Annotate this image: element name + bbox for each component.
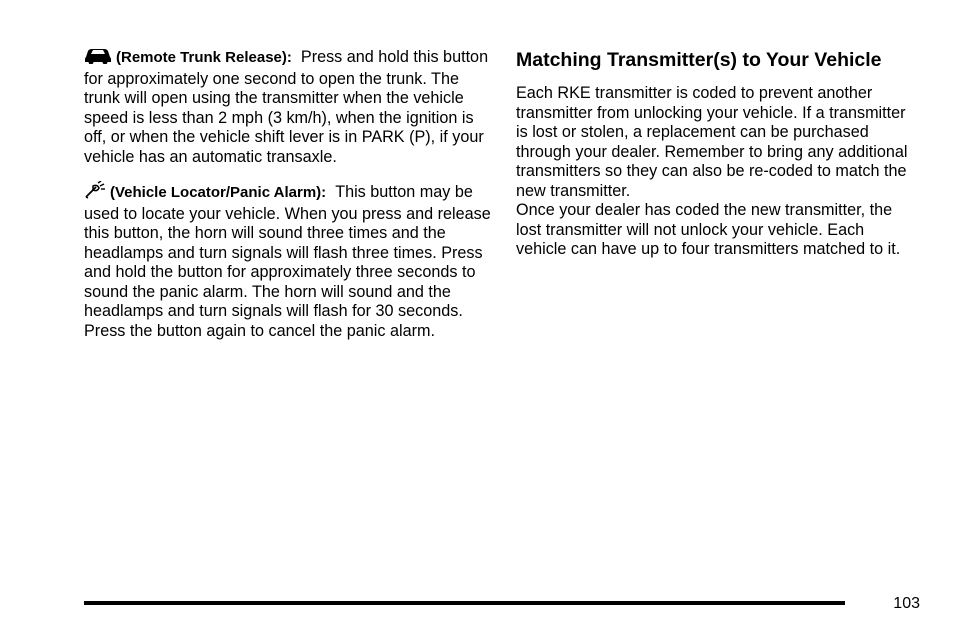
remote-trunk-release-paragraph	[84, 48, 494, 167]
remote-trunk-release-label: (Remote Trunk Release):	[116, 49, 292, 66]
remote-trunk-release-text: Press and hold this button for approximately one second to open the trunk. The trunk will open using the transmitter when the vehicle speed is less than 2 mph (3 km/h), when the ignition is off, or when the vehicle shift lever is in PARK (P), if your vehicle has an automatic transaxle.	[84, 48, 489, 166]
right-column	[516, 48, 916, 260]
section-heading: Matching Transmitter(s) to Your Vehicle	[516, 49, 882, 71]
vehicle-locator-paragraph	[84, 181, 494, 341]
vehicle-locator-text: This button may be used to locate your vehicle. When you press and release this button, the horn will sound three times and the headlamps and turn signals will flash three times. Press and hold the button for approximately three seconds to sound the panic alarm. The horn will sound and the headlamps and turn signals will flash for 30 seconds. Press the button again to cancel the panic alarm.	[84, 183, 491, 340]
car-trunk-icon	[84, 48, 112, 70]
matching-paragraph-2: Once your dealer has coded the new transmitter, the lost transmitter will not unlock your vehicle. Each vehicle can have up to four transmitters matched to it.	[516, 201, 901, 258]
footer-rule	[84, 601, 845, 605]
page-number: 103	[893, 595, 920, 612]
matching-paragraph-1: Each RKE transmitter is coded to prevent another transmitter from unlocking your vehicle. If a transmitter is lost or stolen, a replacement can be purchased through your dealer. Remember to bring any additional transmitters so they can also be re-coded to match the new transmitter.	[516, 84, 908, 200]
left-column	[84, 48, 494, 341]
horn-alarm-icon	[84, 181, 106, 205]
vehicle-locator-label: (Vehicle Locator/Panic Alarm):	[110, 184, 327, 201]
